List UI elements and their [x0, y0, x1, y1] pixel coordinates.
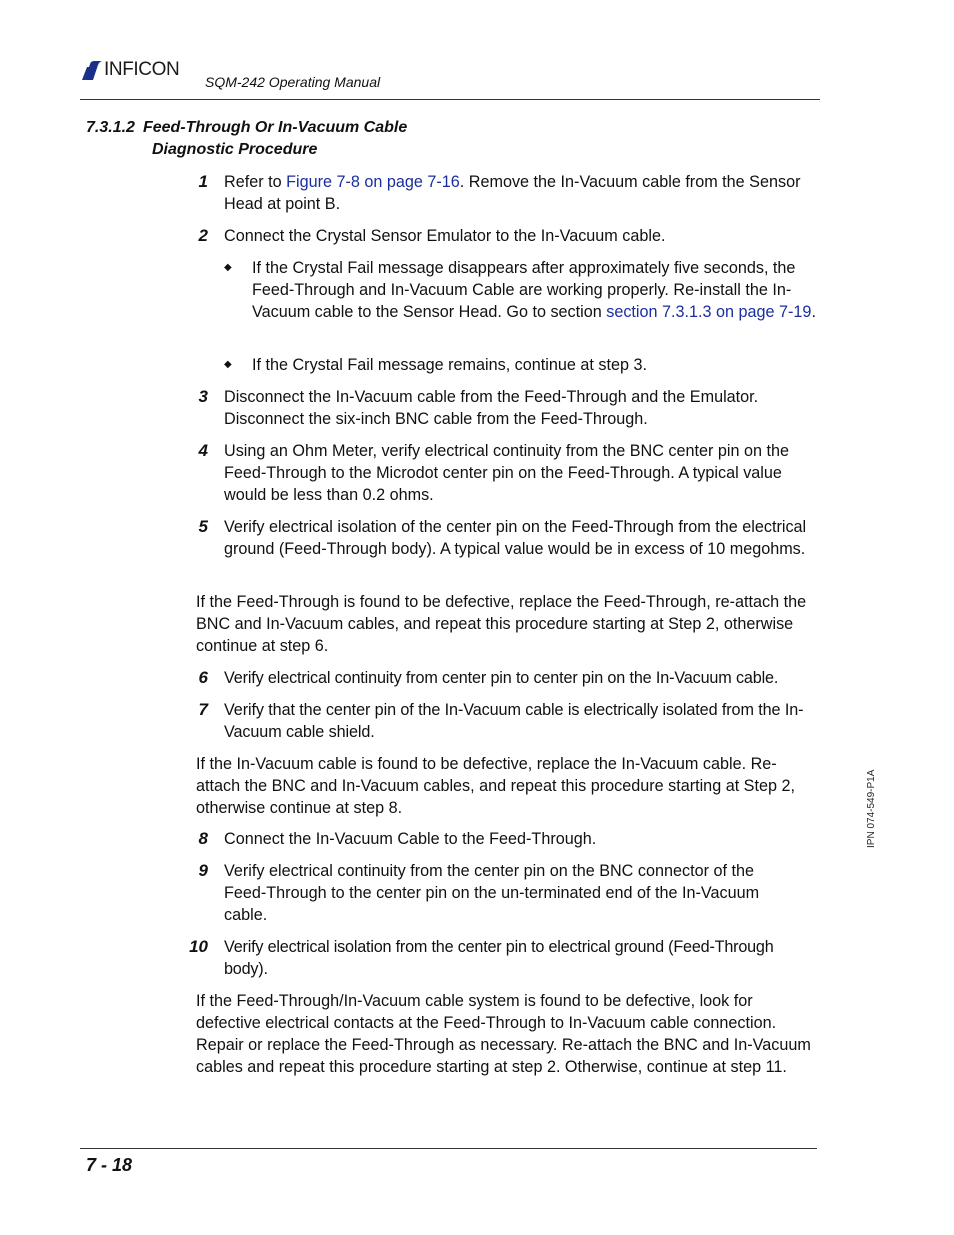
step-text: Connect the Crystal Sensor Emulator to the In-Vacuum cable. — [224, 227, 666, 245]
section-title-line1: Feed-Through Or In-Vacuum Cable — [142, 119, 408, 136]
step-number: 4 — [198, 441, 208, 460]
step-text: Connect the In-Vacuum Cable to the Feed-Through. — [224, 830, 597, 848]
section-heading — [86, 117, 407, 161]
step-number: 7 — [198, 700, 208, 719]
step-number: 8 — [198, 829, 208, 848]
step-text: Verify electrical continuity from center pin to center pin on the In-Vacuum cable. — [224, 669, 779, 687]
header-rule — [80, 99, 820, 100]
step-number: 10 — [189, 937, 208, 956]
manual-title: SQM-242 Operating Manual — [205, 74, 381, 90]
step-number: 5 — [198, 517, 208, 536]
figure-link[interactable]: Figure 7-8 on page 7-16 — [286, 173, 460, 191]
step-text: Using an Ohm Meter, verify electrical continuity from the BNC center pin on the Feed-Through to the Microdot center pin on the Feed-Through. A typical value would be less than 0.2 ohms. — [224, 442, 790, 504]
inficon-logo-mark-icon — [82, 60, 104, 81]
step-number: 3 — [198, 387, 208, 406]
step-number: 6 — [198, 668, 208, 687]
step-text: Verify electrical continuity from the center pin on the BNC connector of the Feed-Through to the center pin on the un-terminated end of the In-Vacuum cable. — [224, 862, 760, 924]
section-title-line2: Diagnostic Procedure — [152, 141, 318, 158]
step-text: Verify electrical isolation of the center pin on the Feed-Through from the electrical ground (Feed-Through body). A typical value would be in excess of 10 megohms. — [224, 518, 807, 558]
step-number: 9 — [198, 861, 208, 880]
note-paragraph-2: If the In-Vacuum cable is found to be defective, replace the In-Vacuum cable. Re-attach the BNC and In-Vacuum cables, and repeat this procedure starting at Step 2, otherwise continue at step 8. — [196, 755, 795, 817]
section-link[interactable]: section 7.3.1.3 on page 7-19 — [606, 303, 812, 321]
diamond-bullet-icon: ◆ — [224, 262, 232, 273]
step-number: 1 — [198, 172, 208, 191]
note-paragraph-1: If the Feed-Through is found to be defective, replace the Feed-Through, re-attach the BNC and In-Vacuum cables, and repeat this procedure starting at Step 2, otherwise continue at step 6. — [196, 593, 807, 655]
step-text: Verify that the center pin of the In-Vacuum cable is electrically isolated from the In-Vacuum cable shield. — [224, 701, 804, 741]
bullet-text — [252, 257, 817, 323]
bullet-text: If the Crystal Fail message remains, continue at step 3. — [252, 356, 647, 374]
section-number: 7.3.1.2 — [86, 119, 135, 136]
document-code: IPN 074-549-P1A — [866, 769, 877, 848]
page-number: 7 - 18 — [86, 1155, 133, 1175]
inficon-logo — [82, 59, 194, 81]
brand-name: INFICON — [104, 59, 180, 80]
step-text: Disconnect the In-Vacuum cable from the Feed-Through and the Emulator. Disconnect the six-inch BNC cable from the Feed-Through. — [224, 388, 759, 428]
step-text-part: . Remove the In-Vacuum cable from the Sensor Head at point B. — [224, 173, 801, 213]
step-text: Verify electrical isolation from the center pin to electrical ground (Feed-Through body). — [224, 938, 774, 978]
bullet-text-part: . — [811, 303, 816, 321]
step-text-part: Refer to — [224, 173, 287, 191]
diamond-bullet-icon: ◆ — [224, 359, 232, 370]
step-text — [224, 171, 814, 215]
step-number: 2 — [198, 226, 208, 245]
bullet-text-part: If the Crystal Fail message disappears after approximately five seconds, the Feed-Through and In-Vacuum Cable are working properly. Re-install the In-Vacuum cable to the Sensor Head. Go to section — [252, 259, 796, 321]
note-paragraph-3: If the Feed-Through/In-Vacuum cable system is found to be defective, look for defective electrical contacts at the Feed-Through to In-Vacuum cable connection. Repair or replace the Feed-Through as necessary. Re-attach the BNC and In-Vacuum cables and repeat this procedure starting at step 2. Otherwise, continue at step 11. — [196, 992, 811, 1076]
footer-rule — [80, 1148, 817, 1149]
